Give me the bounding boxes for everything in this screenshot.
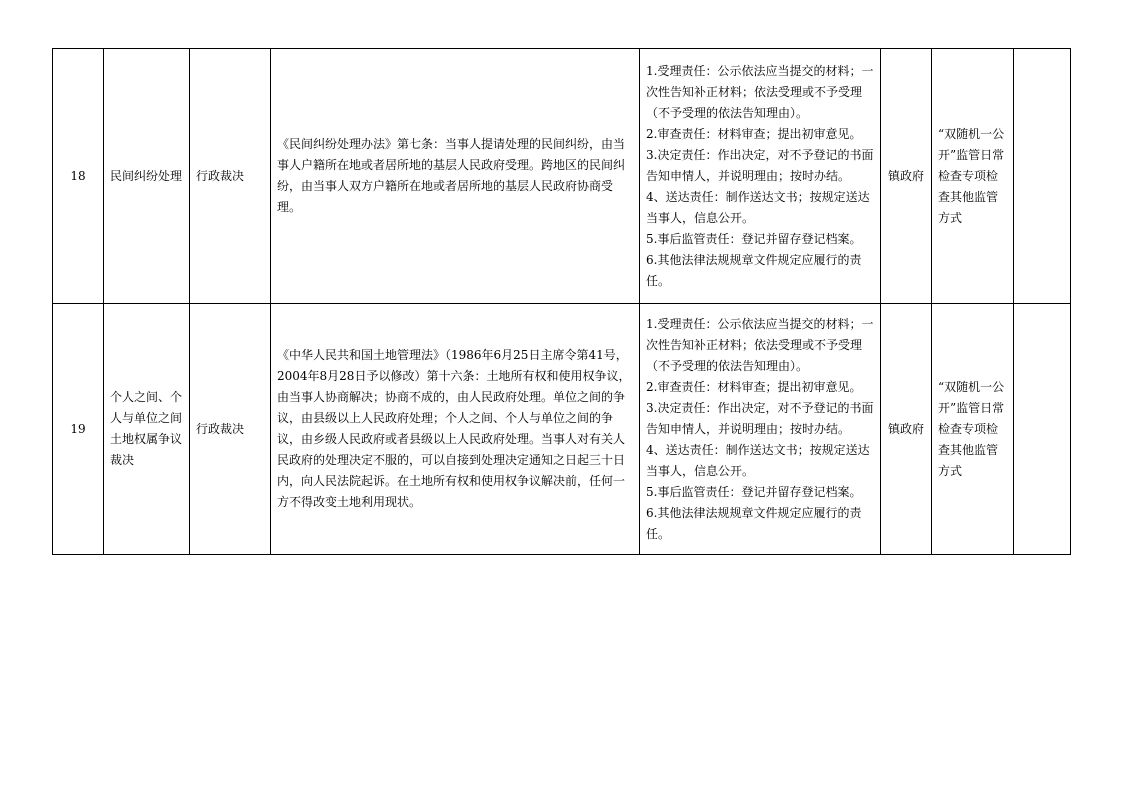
- remarks-cell: [1014, 304, 1071, 555]
- responsibility-item: 1.受理责任：公示依法应当提交的材料；一次性告知补正材料；依法受理或不予受理（不予受理的依法告知理由）。: [646, 63, 874, 120]
- responsibility-item: 4、送达责任：制作送达文书；按规定送达当事人，信息公开。: [646, 189, 870, 225]
- item-category: 行政裁决: [190, 304, 271, 555]
- responsibility-list: [640, 304, 881, 555]
- responsibility-item: 1.受理责任：公示依法应当提交的材料；一次性告知补正材料；依法受理或不予受理（不予受理的依法告知理由）。: [646, 316, 874, 373]
- supervision-methods: “双随机一公开”监管日常检查专项检查其他监管方式: [932, 49, 1014, 304]
- supervision-methods: “双随机一公开”监管日常检查专项检查其他监管方式: [932, 304, 1014, 555]
- item-name: 个人之间、个人与单位之间土地权属争议裁决: [104, 304, 190, 555]
- responsible-subject: 镇政府: [881, 304, 932, 555]
- responsibility-item: 6.其他法律法规规章文件规定应履行的责任。: [646, 252, 862, 288]
- responsibility-item: 5.事后监管责任：登记并留存登记档案。: [646, 231, 862, 246]
- responsible-subject: 镇政府: [881, 49, 932, 304]
- power-list-table: [52, 48, 1071, 555]
- row-number: 18: [53, 49, 104, 304]
- responsibility-item: 3.决定责任：作出决定，对不予登记的书面告知申情人，并说明理由；按时办结。: [646, 147, 874, 183]
- remarks-cell: [1014, 49, 1071, 304]
- responsibility-item: 3.决定责任：作出决定，对不予登记的书面告知申情人，并说明理由；按时办结。: [646, 400, 874, 436]
- responsibility-item: 5.事后监管责任：登记并留存登记档案。: [646, 484, 862, 499]
- item-name: 民间纠纷处理: [104, 49, 190, 304]
- item-category: 行政裁决: [190, 49, 271, 304]
- responsibility-item: 2.审查责任：材料审查；提出初审意见。: [646, 126, 862, 141]
- responsibility-list: [640, 49, 881, 304]
- table-row: [53, 49, 1071, 304]
- responsibility-item: 6.其他法律法规规章文件规定应履行的责任。: [646, 505, 862, 541]
- table-row: [53, 304, 1071, 555]
- legal-basis: 《中华人民共和国土地管理法》（1986年6月25日主席令第41号，2004年8月28日予以修改）第十六条：土地所有权和使用权争议，由当事人协商解决；协商不成的，由人民政府处理。单位之间的争议，由县级以上人民政府处理；个人之间、个人与单位之间的争议，由乡级人民政府或者县级以上人民政府处理。当事人对有关人民政府的处理决定不服的，可以自接到处理决定通知之日起三十日内，向人民法院起诉。在土地所有权和使用权争议解决前，任何一方不得改变土地利用现状。: [271, 304, 640, 555]
- responsibility-item: 4、送达责任：制作送达文书；按规定送达当事人，信息公开。: [646, 442, 870, 478]
- legal-basis: 《民间纠纷处理办法》第七条：当事人提请处理的民间纠纷，由当事人户籍所在地或者居所地的基层人民政府受理。跨地区的民间纠纷，由当事人双方户籍所在地或者居所地的基层人民政府协商受理。: [271, 49, 640, 304]
- row-number: 19: [53, 304, 104, 555]
- responsibility-item: 2.审查责任：材料审查；提出初审意见。: [646, 379, 862, 394]
